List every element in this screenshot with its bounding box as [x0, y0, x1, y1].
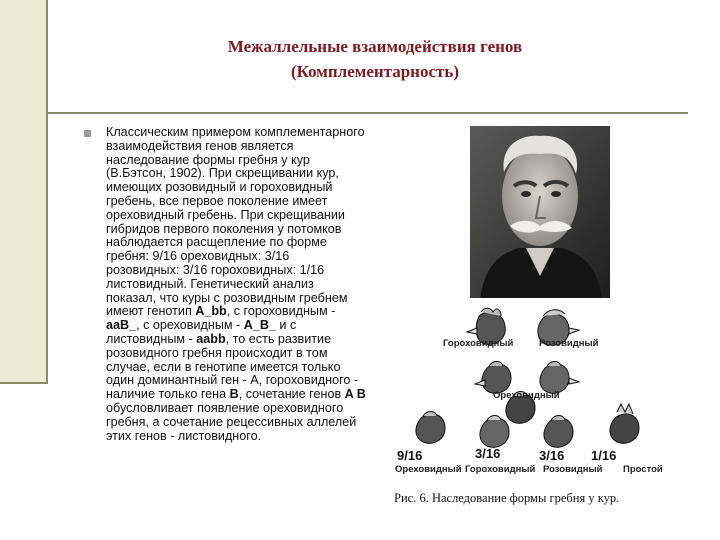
comb-inheritance-figure: [393, 298, 683, 512]
label-f2-rose: Розовидный: [543, 464, 603, 475]
bullet-paragraph: [106, 126, 366, 443]
label-rose-parent: Розовидный: [539, 338, 599, 349]
genotype-single: aabb: [196, 331, 226, 346]
hen-head-walnut-f1-right: [540, 362, 579, 394]
vertical-rule: [46, 0, 48, 384]
fraction-pea: 3/16: [475, 446, 501, 461]
title-line-2: (Комплементарность): [290, 62, 460, 81]
genotype-rose: A_bb: [195, 304, 227, 319]
title-line-1: Межаллельные взаимодействия генов: [227, 37, 523, 56]
fraction-single: 1/16: [591, 448, 617, 463]
left-decor-band: [0, 0, 46, 382]
label-pea-parent: Гороховидный: [443, 338, 514, 349]
hen-head-f2-pea: [480, 416, 509, 448]
text-run: Классическим примером комплементарного взаимодействия генов является наследование формы гребня у кур (В.Бэтсон, 1902). При скрещивании кур, имеющих розовидный и гороховидный гребень, все первое поколение имеет ореховидный гребень. При скрещивании гибридов первого поколения у потомков наблюдается расщепление по форме гребня: 9/16 ореховидных: 3/16 розовидных: 3/16 гороховидных: 1/16 листовидный. Генетический анализ показал, что куры с розовидным гребнем имеют генотип: [106, 125, 365, 319]
hen-head-walnut-f1-left: [475, 362, 511, 394]
fraction-rose: 3/16: [539, 448, 565, 463]
hen-head-f2-rose: [544, 416, 573, 448]
text-run: , с ореховидным -: [136, 318, 244, 333]
genes-ab: A B: [344, 387, 366, 402]
hen-heads-drawing: [393, 298, 683, 512]
text-run: обусловливает появление ореховидного гребня, а сочетание рецессивных аллелей этих генов - листовидного.: [106, 400, 357, 443]
text-run: , то есть развитие розовидного гребня происходит в том случае, если в генотипе имеется только один доминантный ген - А, гороховидного - наличие только гена: [106, 331, 359, 402]
text-run: , сочетание генов: [238, 387, 345, 402]
text-run: , с гороховидным -: [226, 304, 336, 319]
bullet-square-icon: [84, 130, 91, 137]
genotype-pea: aaB_: [106, 318, 137, 333]
hen-head-f2-single: [610, 404, 639, 443]
label-f2-walnut: Ореховидный: [395, 464, 462, 475]
label-f2-single: Простой: [623, 464, 663, 475]
genotype-walnut: A_B_: [243, 318, 276, 333]
figure-caption: Рис. 6. Наследование формы гребня у кур.: [394, 491, 620, 505]
text-run: и с листовидным -: [106, 318, 297, 346]
left-rule: [0, 382, 48, 384]
hen-head-f2-walnut: [416, 412, 445, 444]
bateson-portrait-image: [470, 126, 610, 300]
fraction-walnut: 9/16: [397, 448, 423, 463]
horizontal-rule: [48, 112, 688, 114]
label-walnut-f1: Ореховидный: [493, 390, 560, 401]
gene-b: B: [229, 387, 239, 402]
slide-title: [140, 34, 610, 84]
label-f2-pea: Гороховидный: [465, 464, 536, 475]
